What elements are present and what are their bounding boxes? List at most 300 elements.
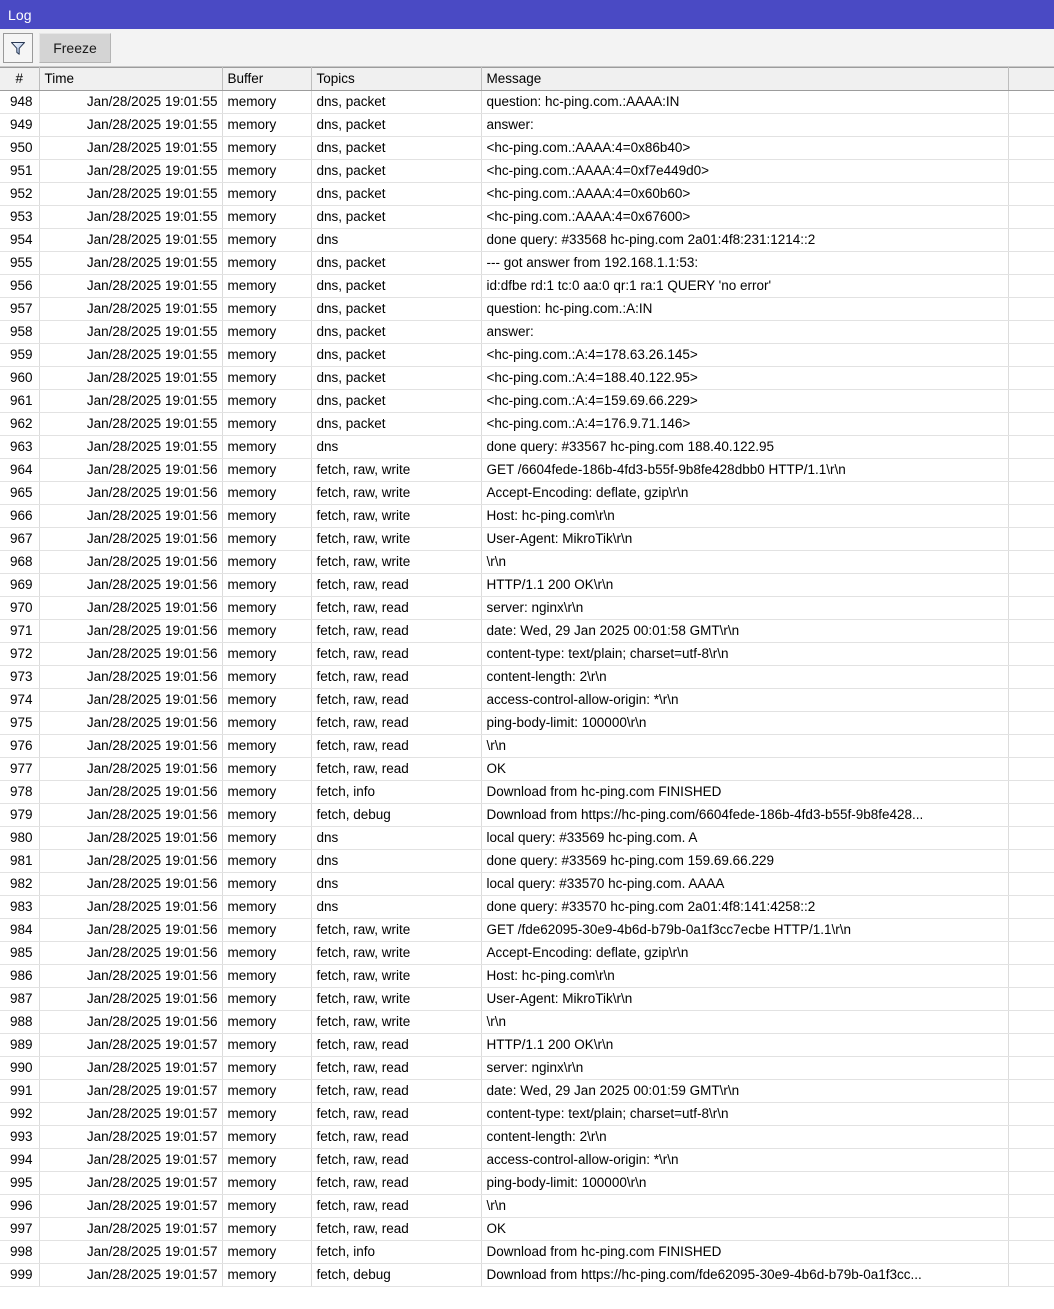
- cell-number: 961: [0, 390, 39, 413]
- cell-topics: fetch, raw, write: [311, 528, 481, 551]
- cell-spacer: [1008, 505, 1054, 528]
- cell-message: ping-body-limit: 100000\r\n: [481, 712, 1008, 735]
- cell-number: 966: [0, 505, 39, 528]
- cell-spacer: [1008, 643, 1054, 666]
- cell-topics: fetch, raw, write: [311, 551, 481, 574]
- cell-buffer: memory: [222, 1011, 311, 1034]
- cell-buffer: memory: [222, 988, 311, 1011]
- cell-topics: fetch, raw, write: [311, 965, 481, 988]
- cell-number: 971: [0, 620, 39, 643]
- cell-spacer: [1008, 942, 1054, 965]
- cell-time: Jan/28/2025 19:01:55: [39, 390, 222, 413]
- table-row[interactable]: [0, 91, 1054, 114]
- cell-time: Jan/28/2025 19:01:57: [39, 1264, 222, 1287]
- cell-topics: fetch, raw, read: [311, 597, 481, 620]
- cell-time: Jan/28/2025 19:01:55: [39, 206, 222, 229]
- cell-message: Accept-Encoding: deflate, gzip\r\n: [481, 942, 1008, 965]
- cell-time: Jan/28/2025 19:01:56: [39, 528, 222, 551]
- cell-topics: dns, packet: [311, 413, 481, 436]
- cell-topics: dns, packet: [311, 275, 481, 298]
- cell-message: \r\n: [481, 735, 1008, 758]
- cell-spacer: [1008, 344, 1054, 367]
- cell-time: Jan/28/2025 19:01:56: [39, 620, 222, 643]
- cell-buffer: memory: [222, 735, 311, 758]
- cell-spacer: [1008, 1057, 1054, 1080]
- cell-topics: fetch, raw, write: [311, 988, 481, 1011]
- cell-buffer: memory: [222, 643, 311, 666]
- cell-number: 990: [0, 1057, 39, 1080]
- cell-time: Jan/28/2025 19:01:56: [39, 942, 222, 965]
- cell-topics: dns, packet: [311, 137, 481, 160]
- column-header-spacer[interactable]: [1008, 68, 1054, 91]
- column-header-time[interactable]: Time: [39, 68, 222, 91]
- cell-spacer: [1008, 873, 1054, 896]
- cell-message: User-Agent: MikroTik\r\n: [481, 528, 1008, 551]
- cell-message: Download from https://hc-ping.com/6604fede-186b-4fd3-b55f-9b8fe428...: [481, 804, 1008, 827]
- log-table-container[interactable]: [0, 67, 1054, 1309]
- cell-buffer: memory: [222, 1241, 311, 1264]
- cell-number: 992: [0, 1103, 39, 1126]
- cell-number: 983: [0, 896, 39, 919]
- table-row[interactable]: [0, 344, 1054, 367]
- cell-topics: fetch, raw, write: [311, 942, 481, 965]
- cell-number: 991: [0, 1080, 39, 1103]
- cell-message: <hc-ping.com.:A:4=188.40.122.95>: [481, 367, 1008, 390]
- cell-time: Jan/28/2025 19:01:55: [39, 298, 222, 321]
- cell-spacer: [1008, 321, 1054, 344]
- cell-buffer: memory: [222, 850, 311, 873]
- table-row[interactable]: [0, 183, 1054, 206]
- cell-time: Jan/28/2025 19:01:57: [39, 1241, 222, 1264]
- cell-time: Jan/28/2025 19:01:56: [39, 597, 222, 620]
- cell-spacer: [1008, 896, 1054, 919]
- cell-topics: dns, packet: [311, 344, 481, 367]
- table-row[interactable]: [0, 551, 1054, 574]
- cell-spacer: [1008, 965, 1054, 988]
- cell-message: answer:: [481, 114, 1008, 137]
- cell-topics: dns: [311, 436, 481, 459]
- cell-time: Jan/28/2025 19:01:57: [39, 1103, 222, 1126]
- cell-time: Jan/28/2025 19:01:56: [39, 781, 222, 804]
- table-row[interactable]: [0, 1149, 1054, 1172]
- cell-number: 972: [0, 643, 39, 666]
- cell-spacer: [1008, 206, 1054, 229]
- cell-topics: fetch, raw, read: [311, 1057, 481, 1080]
- cell-spacer: [1008, 712, 1054, 735]
- cell-topics: fetch, raw, read: [311, 735, 481, 758]
- cell-buffer: memory: [222, 1057, 311, 1080]
- cell-time: Jan/28/2025 19:01:56: [39, 712, 222, 735]
- cell-buffer: memory: [222, 413, 311, 436]
- cell-topics: fetch, raw, read: [311, 712, 481, 735]
- cell-spacer: [1008, 689, 1054, 712]
- cell-buffer: memory: [222, 1218, 311, 1241]
- cell-number: 952: [0, 183, 39, 206]
- log-table: [0, 67, 1054, 1287]
- table-row[interactable]: [0, 137, 1054, 160]
- cell-buffer: memory: [222, 1126, 311, 1149]
- cell-buffer: memory: [222, 758, 311, 781]
- cell-time: Jan/28/2025 19:01:57: [39, 1195, 222, 1218]
- cell-spacer: [1008, 413, 1054, 436]
- cell-buffer: memory: [222, 459, 311, 482]
- freeze-button-label: Freeze: [53, 39, 97, 56]
- cell-spacer: [1008, 1126, 1054, 1149]
- cell-time: Jan/28/2025 19:01:55: [39, 367, 222, 390]
- cell-number: 996: [0, 1195, 39, 1218]
- cell-number: 981: [0, 850, 39, 873]
- cell-topics: fetch, raw, read: [311, 620, 481, 643]
- table-row[interactable]: [0, 804, 1054, 827]
- cell-buffer: memory: [222, 896, 311, 919]
- cell-spacer: [1008, 459, 1054, 482]
- cell-number: 965: [0, 482, 39, 505]
- cell-spacer: [1008, 919, 1054, 942]
- cell-spacer: [1008, 620, 1054, 643]
- cell-topics: fetch, raw, write: [311, 1011, 481, 1034]
- cell-message: local query: #33570 hc-ping.com. AAAA: [481, 873, 1008, 896]
- cell-spacer: [1008, 1172, 1054, 1195]
- cell-time: Jan/28/2025 19:01:57: [39, 1057, 222, 1080]
- cell-spacer: [1008, 597, 1054, 620]
- cell-spacer: [1008, 367, 1054, 390]
- cell-buffer: memory: [222, 1103, 311, 1126]
- table-row[interactable]: [0, 620, 1054, 643]
- table-row[interactable]: [0, 712, 1054, 735]
- cell-buffer: memory: [222, 1264, 311, 1287]
- cell-topics: dns: [311, 827, 481, 850]
- table-row[interactable]: [0, 459, 1054, 482]
- cell-topics: fetch, raw, read: [311, 574, 481, 597]
- cell-buffer: memory: [222, 827, 311, 850]
- cell-number: 963: [0, 436, 39, 459]
- cell-number: 988: [0, 1011, 39, 1034]
- cell-message: Host: hc-ping.com\r\n: [481, 965, 1008, 988]
- cell-number: 973: [0, 666, 39, 689]
- cell-topics: fetch, raw, read: [311, 758, 481, 781]
- table-row[interactable]: [0, 758, 1054, 781]
- cell-time: Jan/28/2025 19:01:56: [39, 1011, 222, 1034]
- cell-buffer: memory: [222, 482, 311, 505]
- cell-buffer: memory: [222, 942, 311, 965]
- cell-spacer: [1008, 735, 1054, 758]
- table-row[interactable]: [0, 1103, 1054, 1126]
- freeze-button[interactable]: [39, 33, 111, 63]
- cell-topics: fetch, raw, read: [311, 643, 481, 666]
- cell-message: \r\n: [481, 1011, 1008, 1034]
- cell-message: done query: #33570 hc-ping.com 2a01:4f8:141:4258::2: [481, 896, 1008, 919]
- cell-time: Jan/28/2025 19:01:57: [39, 1149, 222, 1172]
- cell-time: Jan/28/2025 19:01:57: [39, 1172, 222, 1195]
- table-row[interactable]: [0, 298, 1054, 321]
- cell-time: Jan/28/2025 19:01:55: [39, 229, 222, 252]
- cell-message: id:dfbe rd:1 tc:0 aa:0 qr:1 ra:1 QUERY 'no error': [481, 275, 1008, 298]
- cell-topics: dns, packet: [311, 252, 481, 275]
- cell-buffer: memory: [222, 137, 311, 160]
- cell-time: Jan/28/2025 19:01:56: [39, 965, 222, 988]
- cell-topics: dns, packet: [311, 298, 481, 321]
- table-row[interactable]: [0, 252, 1054, 275]
- cell-message: content-type: text/plain; charset=utf-8\r\n: [481, 1103, 1008, 1126]
- cell-buffer: memory: [222, 804, 311, 827]
- cell-buffer: memory: [222, 321, 311, 344]
- table-row[interactable]: [0, 1034, 1054, 1057]
- cell-topics: fetch, raw, read: [311, 1195, 481, 1218]
- cell-message: HTTP/1.1 200 OK\r\n: [481, 574, 1008, 597]
- cell-message: <hc-ping.com.:A:4=159.69.66.229>: [481, 390, 1008, 413]
- cell-topics: fetch, info: [311, 781, 481, 804]
- cell-number: 978: [0, 781, 39, 804]
- cell-spacer: [1008, 1149, 1054, 1172]
- cell-buffer: memory: [222, 252, 311, 275]
- table-row[interactable]: [0, 275, 1054, 298]
- cell-spacer: [1008, 114, 1054, 137]
- cell-buffer: memory: [222, 160, 311, 183]
- cell-time: Jan/28/2025 19:01:55: [39, 114, 222, 137]
- cell-message: done query: #33568 hc-ping.com 2a01:4f8:231:1214::2: [481, 229, 1008, 252]
- cell-time: Jan/28/2025 19:01:57: [39, 1126, 222, 1149]
- cell-message: \r\n: [481, 1195, 1008, 1218]
- cell-buffer: memory: [222, 919, 311, 942]
- filter-funnel-icon: [9, 39, 27, 57]
- table-row[interactable]: [0, 390, 1054, 413]
- toolbar: [0, 29, 1054, 67]
- table-row[interactable]: [0, 482, 1054, 505]
- cell-buffer: memory: [222, 91, 311, 114]
- cell-topics: dns, packet: [311, 390, 481, 413]
- table-row[interactable]: [0, 1172, 1054, 1195]
- cell-number: 969: [0, 574, 39, 597]
- table-row[interactable]: [0, 597, 1054, 620]
- cell-spacer: [1008, 804, 1054, 827]
- table-row[interactable]: [0, 896, 1054, 919]
- cell-message: GET /6604fede-186b-4fd3-b55f-9b8fe428dbb0 HTTP/1.1\r\n: [481, 459, 1008, 482]
- table-row[interactable]: [0, 574, 1054, 597]
- cell-spacer: [1008, 1264, 1054, 1287]
- cell-spacer: [1008, 1034, 1054, 1057]
- cell-number: 950: [0, 137, 39, 160]
- cell-topics: fetch, debug: [311, 804, 481, 827]
- cell-topics: dns: [311, 896, 481, 919]
- cell-time: Jan/28/2025 19:01:56: [39, 804, 222, 827]
- cell-message: OK: [481, 758, 1008, 781]
- cell-time: Jan/28/2025 19:01:55: [39, 344, 222, 367]
- table-row[interactable]: [0, 988, 1054, 1011]
- cell-topics: fetch, info: [311, 1241, 481, 1264]
- cell-topics: dns: [311, 229, 481, 252]
- table-row[interactable]: [0, 965, 1054, 988]
- table-row[interactable]: [0, 1264, 1054, 1287]
- filter-button[interactable]: [3, 33, 33, 63]
- table-row[interactable]: [0, 206, 1054, 229]
- cell-number: 989: [0, 1034, 39, 1057]
- column-header-buffer[interactable]: Buffer: [222, 68, 311, 91]
- table-row[interactable]: [0, 1241, 1054, 1264]
- cell-number: 970: [0, 597, 39, 620]
- cell-number: 962: [0, 413, 39, 436]
- cell-topics: fetch, raw, write: [311, 482, 481, 505]
- cell-number: 999: [0, 1264, 39, 1287]
- table-row[interactable]: [0, 413, 1054, 436]
- cell-buffer: memory: [222, 436, 311, 459]
- cell-topics: dns, packet: [311, 367, 481, 390]
- cell-number: 974: [0, 689, 39, 712]
- cell-time: Jan/28/2025 19:01:56: [39, 735, 222, 758]
- cell-message: HTTP/1.1 200 OK\r\n: [481, 1034, 1008, 1057]
- table-row[interactable]: [0, 1080, 1054, 1103]
- window-titlebar: [0, 0, 1054, 29]
- cell-spacer: [1008, 1218, 1054, 1241]
- cell-buffer: memory: [222, 1149, 311, 1172]
- table-row[interactable]: [0, 436, 1054, 459]
- cell-number: 953: [0, 206, 39, 229]
- table-row[interactable]: [0, 1011, 1054, 1034]
- cell-time: Jan/28/2025 19:01:55: [39, 436, 222, 459]
- cell-buffer: memory: [222, 551, 311, 574]
- cell-spacer: [1008, 252, 1054, 275]
- table-row[interactable]: [0, 1218, 1054, 1241]
- table-row[interactable]: [0, 367, 1054, 390]
- table-row[interactable]: [0, 114, 1054, 137]
- cell-message: question: hc-ping.com.:A:IN: [481, 298, 1008, 321]
- cell-topics: fetch, raw, write: [311, 919, 481, 942]
- table-row[interactable]: [0, 1126, 1054, 1149]
- cell-message: date: Wed, 29 Jan 2025 00:01:59 GMT\r\n: [481, 1080, 1008, 1103]
- cell-time: Jan/28/2025 19:01:56: [39, 919, 222, 942]
- cell-message: GET /fde62095-30e9-4b6d-b79b-0a1f3cc7ecbe HTTP/1.1\r\n: [481, 919, 1008, 942]
- cell-spacer: [1008, 1011, 1054, 1034]
- cell-time: Jan/28/2025 19:01:55: [39, 160, 222, 183]
- cell-message: content-length: 2\r\n: [481, 1126, 1008, 1149]
- table-row[interactable]: [0, 735, 1054, 758]
- cell-number: 984: [0, 919, 39, 942]
- cell-message: Host: hc-ping.com\r\n: [481, 505, 1008, 528]
- cell-time: Jan/28/2025 19:01:56: [39, 689, 222, 712]
- table-row[interactable]: [0, 528, 1054, 551]
- cell-message: local query: #33569 hc-ping.com. A: [481, 827, 1008, 850]
- cell-number: 968: [0, 551, 39, 574]
- cell-buffer: memory: [222, 873, 311, 896]
- cell-message: server: nginx\r\n: [481, 1057, 1008, 1080]
- table-row[interactable]: [0, 1057, 1054, 1080]
- table-row[interactable]: [0, 689, 1054, 712]
- cell-spacer: [1008, 183, 1054, 206]
- cell-spacer: [1008, 850, 1054, 873]
- cell-topics: dns, packet: [311, 160, 481, 183]
- cell-time: Jan/28/2025 19:01:56: [39, 873, 222, 896]
- table-row[interactable]: [0, 643, 1054, 666]
- cell-message: <hc-ping.com.:AAAA:4=0x67600>: [481, 206, 1008, 229]
- cell-time: Jan/28/2025 19:01:57: [39, 1034, 222, 1057]
- cell-message: done query: #33569 hc-ping.com 159.69.66.229: [481, 850, 1008, 873]
- table-row[interactable]: [0, 505, 1054, 528]
- table-row[interactable]: [0, 781, 1054, 804]
- cell-spacer: [1008, 482, 1054, 505]
- cell-topics: fetch, raw, write: [311, 459, 481, 482]
- cell-topics: fetch, raw, read: [311, 1103, 481, 1126]
- cell-time: Jan/28/2025 19:01:55: [39, 183, 222, 206]
- cell-message: content-length: 2\r\n: [481, 666, 1008, 689]
- cell-topics: fetch, raw, read: [311, 666, 481, 689]
- column-header-topics[interactable]: Topics: [311, 68, 481, 91]
- cell-time: Jan/28/2025 19:01:55: [39, 275, 222, 298]
- cell-topics: dns, packet: [311, 183, 481, 206]
- cell-number: 995: [0, 1172, 39, 1195]
- log-table-header: [0, 68, 1054, 91]
- cell-number: 980: [0, 827, 39, 850]
- cell-spacer: [1008, 988, 1054, 1011]
- cell-number: 959: [0, 344, 39, 367]
- column-header-message[interactable]: Message: [481, 68, 1008, 91]
- column-header-number[interactable]: #: [0, 68, 39, 91]
- cell-topics: fetch, raw, read: [311, 1034, 481, 1057]
- cell-message: --- got answer from 192.168.1.1:53:: [481, 252, 1008, 275]
- cell-spacer: [1008, 390, 1054, 413]
- cell-message: \r\n: [481, 551, 1008, 574]
- cell-topics: fetch, raw, read: [311, 1149, 481, 1172]
- table-row[interactable]: [0, 873, 1054, 896]
- cell-spacer: [1008, 298, 1054, 321]
- cell-message: answer:: [481, 321, 1008, 344]
- cell-message: access-control-allow-origin: *\r\n: [481, 689, 1008, 712]
- table-row[interactable]: [0, 666, 1054, 689]
- cell-number: 987: [0, 988, 39, 1011]
- cell-number: 998: [0, 1241, 39, 1264]
- cell-number: 982: [0, 873, 39, 896]
- cell-time: Jan/28/2025 19:01:55: [39, 413, 222, 436]
- cell-topics: dns, packet: [311, 321, 481, 344]
- table-row[interactable]: [0, 321, 1054, 344]
- cell-message: <hc-ping.com.:A:4=176.9.71.146>: [481, 413, 1008, 436]
- cell-message: Accept-Encoding: deflate, gzip\r\n: [481, 482, 1008, 505]
- cell-topics: fetch, raw, read: [311, 1080, 481, 1103]
- table-row[interactable]: [0, 942, 1054, 965]
- cell-topics: dns, packet: [311, 206, 481, 229]
- cell-spacer: [1008, 436, 1054, 459]
- table-row[interactable]: [0, 919, 1054, 942]
- cell-buffer: memory: [222, 574, 311, 597]
- table-row[interactable]: [0, 850, 1054, 873]
- table-row[interactable]: [0, 160, 1054, 183]
- cell-number: 979: [0, 804, 39, 827]
- cell-number: 956: [0, 275, 39, 298]
- cell-buffer: memory: [222, 965, 311, 988]
- cell-buffer: memory: [222, 183, 311, 206]
- cell-time: Jan/28/2025 19:01:56: [39, 505, 222, 528]
- table-row[interactable]: [0, 827, 1054, 850]
- cell-topics: fetch, raw, read: [311, 1172, 481, 1195]
- table-row[interactable]: [0, 229, 1054, 252]
- cell-message: date: Wed, 29 Jan 2025 00:01:58 GMT\r\n: [481, 620, 1008, 643]
- cell-buffer: memory: [222, 206, 311, 229]
- cell-spacer: [1008, 781, 1054, 804]
- cell-buffer: memory: [222, 505, 311, 528]
- cell-time: Jan/28/2025 19:01:56: [39, 482, 222, 505]
- table-row[interactable]: [0, 1195, 1054, 1218]
- cell-buffer: memory: [222, 597, 311, 620]
- cell-number: 960: [0, 367, 39, 390]
- cell-time: Jan/28/2025 19:01:56: [39, 896, 222, 919]
- cell-number: 976: [0, 735, 39, 758]
- cell-topics: fetch, raw, write: [311, 505, 481, 528]
- cell-topics: dns, packet: [311, 91, 481, 114]
- cell-number: 994: [0, 1149, 39, 1172]
- cell-number: 985: [0, 942, 39, 965]
- cell-buffer: memory: [222, 666, 311, 689]
- cell-spacer: [1008, 160, 1054, 183]
- cell-topics: fetch, raw, read: [311, 689, 481, 712]
- cell-number: 967: [0, 528, 39, 551]
